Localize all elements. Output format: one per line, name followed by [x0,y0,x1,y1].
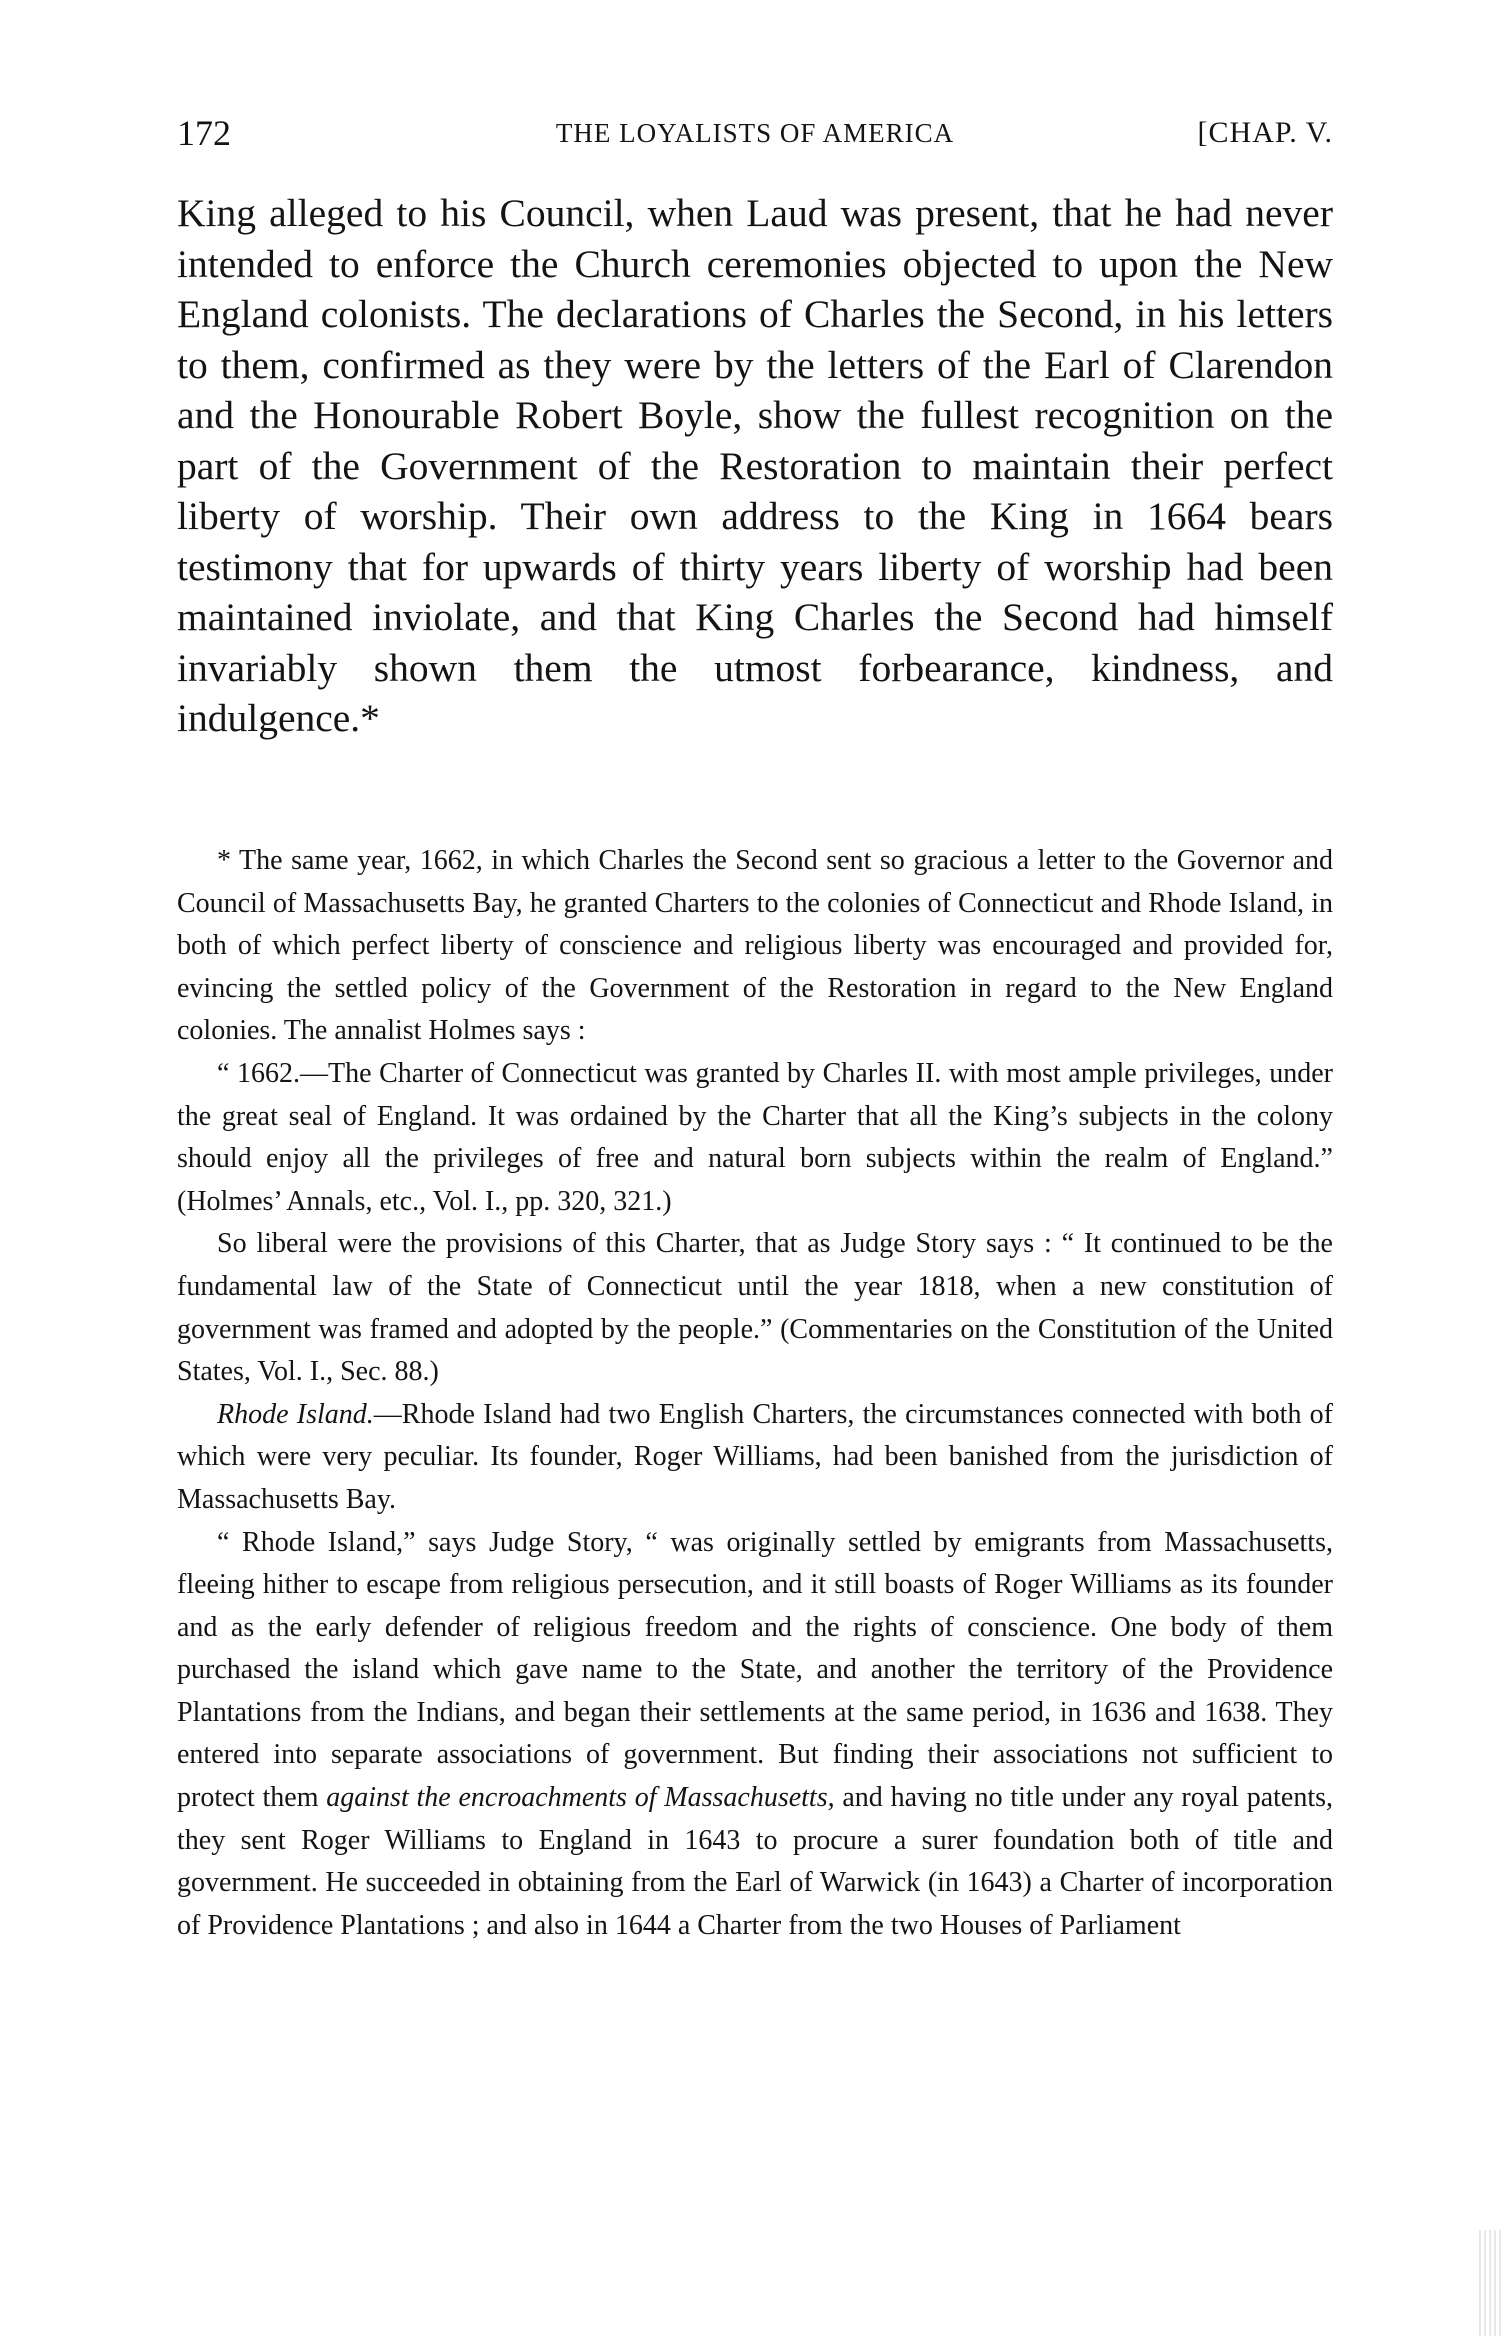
main-paragraph: King alleged to his Council, when Laud was present, that he had never intended to enforce the Church ceremonies objected to upon the New England colonists. The declarations of Charles the Second, in his letters to them, confirmed as they were by the letters of the Earl of Clarendon and the Honourable Robert Boyle, show the fullest recognition on the part of the Government of the Restoration to maintain their perfect liberty of worship. Their own address to the King in 1664 bears testimony that for upwards of thirty years liberty of worship had been maintained inviolate, and that King Charles the Second had himself invariably shown them the utmost forbearance, kindness, and indulgence.* [177,191,1333,740]
story-quote-part-a: “ Rhode Island,” says Judge Story, “ was originally settled by emigrants from Massachusetts, fleeing hither to escape from religious persecution, and it still boasts of Roger Williams as its founder and as the early defender of religious freedom and the rights of conscience. One body of them purchased the island which gave name to the State, and another the territory of the Providence Plantations from the Indians, and began their settlements at the same period, in 1636 and 1638. They entered into separate associations of government. But finding their associations not sufficient to protect them [177,1526,1333,1814]
footnote-block [177,840,1333,1947]
page-header [177,112,1333,162]
chapter-label: [CHAP. V. [1197,116,1333,149]
page-edge-shading [1479,2230,1501,2336]
rhode-island-heading: Rhode Island. [217,1398,374,1430]
footnote-quote-holmes: “ 1662.—The Charter of Connecticut was granted by Charles II. with most ample privileges, under the great seal of England. It was ordained by the Charter that all the King’s subjects in the colony should enjoy all the privileges of free and natural born subjects within the realm of England.” (Holmes’ Annals, etc., Vol. I., pp. 320, 321.) [177,1057,1333,1217]
rhode-island-text: —Rhode Island had two English Charters, the circumstances connected with both of which were very peculiar. Its founder, Roger Williams, had been banished from the jurisdiction of Massachusetts Bay. [177,1398,1334,1515]
story-quote-emphasis: against the encroachments of Massachusetts, [326,1782,835,1814]
footnote-quote-story: So liberal were the provisions of this Charter, that as Judge Story says : “ It continued to be the fundamental law of the State of Connecticut until the year 1818, when a new constitution of government was framed and adopted by the people.” (Commentaries on the Constitution of the United States, Vol. I., Sec. 88.) [177,1228,1333,1388]
footnote-story-quote [177,1522,1333,1948]
story-quote-part-b: and having no title under any royal patents, they sent Roger Williams to England in 1643 to procure a surer foundation both of title and government. He succeeded in obtaining from the Earl of Warwick (in 1643) a Charter of incorporation of Providence Plantations ; and also in 1644 a Charter from the two Houses of Parliament [177,1782,1333,1941]
footnote-paragraph: * The same year, 1662, in which Charles the Second sent so gracious a letter to the Governor and Council of Massachusetts Bay, he granted Charters to the colonies of Connecticut and Rhode Island, in both of which perfect liberty of conscience and religious liberty was encouraged and provided for, evincing the settled policy of the Government of the Restoration in regard to the New England colonies. The annalist Holmes says : [177,845,1333,1047]
running-title: THE LOYALISTS OF AMERICA [555,118,955,148]
page-number: 172 [177,113,231,153]
footnote-rhode-island [177,1394,1333,1522]
